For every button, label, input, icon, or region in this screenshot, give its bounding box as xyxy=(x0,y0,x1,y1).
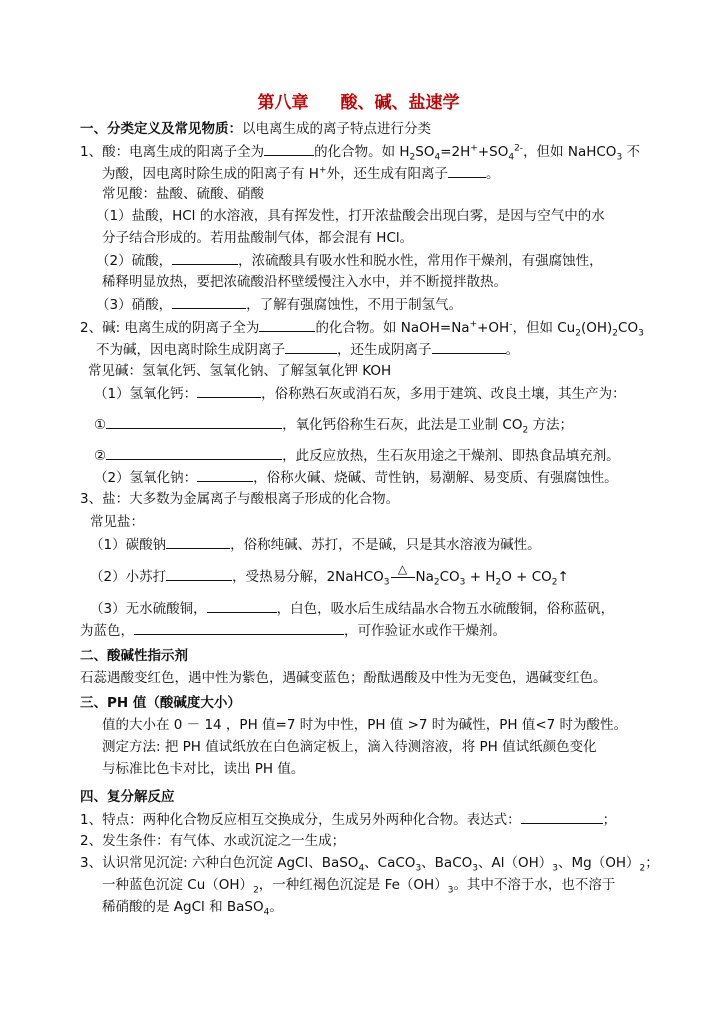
gas-up-arrow-icon: ↑ xyxy=(557,569,569,585)
hcl-line1: （1）盐酸，HCl 的水溶液，具有挥发性，打开浓盐酸会出现白雾，是因与空气中的水 xyxy=(96,208,605,224)
metathesis-feature: 1、特点：两种化合物反应相互交换成分，生成另外两种化合物。表达式： ； xyxy=(80,812,617,828)
ph-line1: 值的大小在 0 － 14 ，PH 值=7 时为中性，PH 值 >7 时为碱性，PH 值<7 时为酸性。 xyxy=(102,717,628,733)
cuso4-hydrate-blank[interactable] xyxy=(134,621,344,635)
section-1-heading: 一、分类定义及常见物质：以电离生成的离子特点进行分类 xyxy=(80,121,431,137)
reaction-2-blank[interactable] xyxy=(106,446,282,460)
reaction-1-line: ① ，氧化钙俗称生石灰，此法是工业制 $CO_2$ 方法； xyxy=(94,417,573,436)
nahco3-blank[interactable] xyxy=(166,567,232,581)
base-definition-line: 2、碱: 电离生成的阴离子全为 的化合物。如 NaOH=Na++OH-，但如 $Cu_2(OH)_2CO_3$ xyxy=(80,319,644,339)
caoh2-line: （1）氢氧化钙： ，俗称熟石灰或消石灰，多用于建筑、改良土壤，其生产为： xyxy=(94,386,626,402)
section-4-heading: 四、复分解反应 xyxy=(80,789,175,805)
base-definition-line2: 不为碱，因电离时除生成阴离子 ，还生成阴离子 。 xyxy=(96,342,519,358)
precipitates-line3: 稀硝酸的是 AgCl 和 BaSO$_4$。 xyxy=(102,899,283,918)
h2so4-line2: 稀释明显放热，要把浓硫酸沿杯壁缓慢注入水中，并不断搅拌散热。 xyxy=(102,274,507,290)
cuso4-line2: 为蓝色， ，可作验证水或作干燥剂。 xyxy=(80,623,506,639)
section-3-heading: 三、PH 值（酸碱度大小） xyxy=(80,695,241,711)
h2so4-line1: （2）硫酸， ，浓硫酸具有吸水性和脱水性，常用作干燥剂，有强腐蚀性， xyxy=(96,253,603,269)
hno3-blank[interactable] xyxy=(172,295,246,309)
heat-arrow xyxy=(390,562,416,586)
expression-blank[interactable] xyxy=(521,810,603,824)
base-blank-anion[interactable] xyxy=(259,318,315,332)
salt-definition: 3、盐：大多数为金属离子与酸根离子形成的化合物。 xyxy=(80,491,400,507)
common-acids: 常见酸：盐酸、硫酸、硝酸 xyxy=(102,186,264,202)
indicator-text: 石蕊遇酸变红色，遇中性为紫色，遇碱变蓝色；酚酞遇酸及中性为无变色，遇碱变红色。 xyxy=(80,670,607,686)
precipitates-line2: 一种蓝色沉淀 $Cu(OH)_2$，一种红褐色沉淀是 $Fe(OH)_3$。其中不溶于水，也不溶于 xyxy=(102,877,616,896)
base-blank-anion2[interactable] xyxy=(285,340,337,354)
na2co3-blank[interactable] xyxy=(166,535,230,549)
caoh2-blank[interactable] xyxy=(197,384,261,398)
acid-definition-line2: 为酸，因电离时除生成的阳离子有 H+外，还生成有阳离子 。 xyxy=(102,165,500,182)
heat-triangle-icon: △ xyxy=(397,562,408,576)
base-blank-anion3[interactable] xyxy=(432,340,506,354)
cuso4-blank[interactable] xyxy=(207,599,277,613)
acid-definition-line: 1、酸：电离生成的阳离子全为 的化合物。如 $H_2SO_4=2H^++SO_4^{2-}$，但如 NaHCO$_3$ 不 xyxy=(80,143,640,163)
metathesis-condition: 2、发生条件：有气体、水或沉淀之一生成； xyxy=(80,833,346,849)
ph-line3: 与标准比色卡对比，读出 PH 值。 xyxy=(102,761,305,777)
hno3-line: （3）硝酸， ，了解有强腐蚀性，不用于制氢气。 xyxy=(96,297,463,313)
page-title: 第八章 酸、碱、盐速学 xyxy=(257,93,460,113)
ph-line2: 测定方法: 把 PH 值试纸放在白色滴定板上，滴入待测溶液，将 PH 值试纸颜色变化 xyxy=(102,739,597,755)
acid-blank-other-cation[interactable] xyxy=(448,164,486,178)
naoh-line: （2）氢氧化钠： ，俗称火碱、烧碱、苛性钠，易潮解、易变质、有强腐蚀性。 xyxy=(94,470,618,486)
acid-blank-cation[interactable] xyxy=(264,142,314,156)
common-bases: 常见碱：氢氧化钙、氢氧化钠、了解氢氧化钾 KOH xyxy=(88,363,392,379)
common-salts: 常见盐： xyxy=(90,514,144,530)
na2co3-line: （1）碳酸钠 ，俗称纯碱、苏打，不是碱，只是其水溶液为碱性。 xyxy=(90,537,541,553)
reaction-1-blank[interactable] xyxy=(106,415,282,429)
naoh-blank[interactable] xyxy=(197,468,253,482)
section-2-heading: 二、酸碱性指示剂 xyxy=(80,648,188,664)
cuso4-line1: （3）无水硫酸铜， ，白色，吸水后生成结晶水合物五水硫酸铜，俗称蓝矾， xyxy=(90,601,615,617)
nahco3-line: （2）小苏打 ，受热易分解，2NaHCO$_3$ △ $Na_2CO_3 + H_2O$ + $CO_2↑$ xyxy=(90,562,569,588)
hcl-line2: 分子结合形成的。若用盐酸制气体，都会混有 HCl。 xyxy=(102,230,414,246)
h2so4-blank[interactable] xyxy=(172,251,238,265)
precipitates-line1: 3、认识常见沉淀: 六种白色沉淀 AgCl、BaSO$_4$、CaCO$_3$、BaCO$_3$、$Al(OH)_3$、$Mg(OH)_2$； xyxy=(80,855,659,874)
reaction-2-line: ② ，此反应放热，生石灰用途之干燥剂、即热食品填充剂。 xyxy=(94,448,620,464)
